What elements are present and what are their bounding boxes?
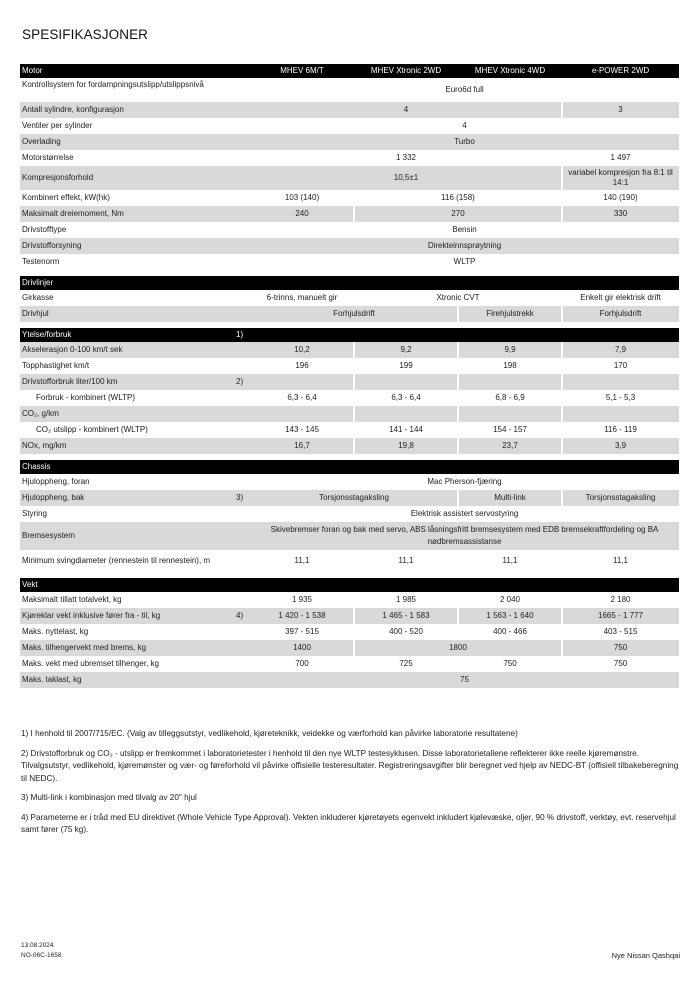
table-row xyxy=(20,102,679,118)
value-cell: variabel kompresjon fra 8:1 til 14:1 xyxy=(568,168,673,187)
value-cell: Multi-link xyxy=(494,493,526,502)
column-separator xyxy=(561,306,563,322)
value-cell: 198 xyxy=(503,361,517,370)
footnote: 1) I henhold til 2007/715/EC. (Valg av tilleggsutstyr, vedlikehold, kjøreteknikk, veidekke og værforhold kan påvirke laboratorie resultatene) xyxy=(21,729,518,738)
value-cell: 170 xyxy=(613,361,628,370)
row-label: Drivhjul xyxy=(22,309,49,318)
value-cell: WLTP xyxy=(453,257,476,266)
column-separator xyxy=(561,406,563,422)
column-separator xyxy=(457,550,459,572)
column-separator xyxy=(353,374,355,390)
value-cell: 3,9 xyxy=(614,441,627,450)
row-label: CO₂, g/km xyxy=(22,409,59,418)
table-row xyxy=(20,640,679,656)
column-separator xyxy=(353,608,355,624)
table-row xyxy=(20,506,679,522)
column-separator xyxy=(353,624,355,640)
row-label: Kjøreklar vekt inklusive fører fra - til, kg xyxy=(22,611,161,620)
table-row xyxy=(20,134,679,150)
row-label: Forbruk - kombinert (WLTP) xyxy=(36,393,135,402)
column-separator xyxy=(561,166,563,190)
value-cell: 3 xyxy=(618,105,623,114)
value-cell: Turbo xyxy=(454,137,475,146)
column-separator xyxy=(353,290,355,306)
table-row xyxy=(20,608,679,624)
value-cell: 2 180 xyxy=(610,595,631,604)
row-label: Overlading xyxy=(22,137,61,146)
section-note: 1) xyxy=(236,330,244,339)
value-cell: 1 465 - 1 583 xyxy=(382,611,430,620)
column-separator xyxy=(561,150,563,166)
row-label: CO₂ utslipp - kombinert (WLTP) xyxy=(36,425,148,434)
row-label: Maks. nyttelast, kg xyxy=(22,627,89,636)
column-separator xyxy=(353,342,355,358)
table-row xyxy=(20,222,679,238)
value-cell: Direkteinnsprøytning xyxy=(427,241,502,250)
value-cell: 10,2 xyxy=(294,345,310,354)
value-cell: 400 - 520 xyxy=(389,627,423,636)
column-separator xyxy=(561,608,563,624)
value-cell: 10,5±1 xyxy=(393,173,419,182)
row-label: Drivstofforbruk liter/100 km xyxy=(22,377,118,386)
column-separator xyxy=(561,624,563,640)
value-cell: 23,7 xyxy=(502,441,518,450)
value-cell: 143 - 145 xyxy=(285,425,319,434)
column-separator xyxy=(353,190,355,206)
section-title: Ytelse/forbruk xyxy=(22,330,72,339)
value-cell: 1400 xyxy=(293,643,311,652)
value-cell: Mac Pherson-fjæring xyxy=(427,477,502,486)
value-cell: Firehjulstrekk xyxy=(486,309,534,318)
value-cell: 103 (140) xyxy=(284,193,320,202)
value-cell: 330 xyxy=(613,209,628,218)
value-cell: Torsjonsstagaksling xyxy=(319,493,389,502)
table-row xyxy=(20,306,679,322)
column-separator xyxy=(353,438,355,454)
row-label: NOx, mg/km xyxy=(22,441,67,450)
value-cell: 116 (158) xyxy=(441,193,475,202)
table-row xyxy=(20,592,679,608)
column-separator xyxy=(353,206,355,222)
column-separator xyxy=(457,656,459,672)
table-row xyxy=(20,656,679,672)
value-cell: 6-trinns, manuelt gir xyxy=(266,293,338,302)
footnote: 3) Multi-link i kombinasjon med tilvalg av 20" hjul xyxy=(21,793,197,802)
value-cell: Xtronic CVT xyxy=(436,293,480,302)
value-cell: 1800 xyxy=(449,643,467,652)
column-separator xyxy=(561,358,563,374)
row-label: Hjuloppheng, bak xyxy=(22,493,85,502)
row-label: Bremsesystem xyxy=(22,531,75,540)
row-label: Kombinert effekt, kW(hk) xyxy=(22,193,110,202)
value-cell: 1 332 xyxy=(395,153,417,162)
value-cell: 11,1 xyxy=(502,556,518,565)
section-header xyxy=(20,64,679,78)
section-title: Vekt xyxy=(22,580,38,589)
footer-date: 13.08.2024 xyxy=(21,942,54,949)
column-separator xyxy=(457,406,459,422)
row-label: Minimum svingdiameter (rennestein til rennestein), m xyxy=(22,556,211,565)
value-cell: 1 935 xyxy=(291,595,313,604)
row-label: Drivstofforsyning xyxy=(22,241,82,250)
column-separator xyxy=(457,624,459,640)
column-separator xyxy=(457,390,459,406)
row-label: Maksimalt tillatt totalvekt, kg xyxy=(22,595,122,604)
row-label: Antall sylindre, konfigurasjon xyxy=(22,105,124,114)
column-separator xyxy=(561,592,563,608)
footnote: 2) Drivstofforbruk og CO₂ - utslipp er fremkommet i laboratorietester i henhold til den nye WLTP testesyklusen. Disse laboratorietallene reflekterer ikke reelle kjøremønstre. Tilvalgsutstyr, vedlikehold, kjøremønster og vær- og føreforhold vil påvirke offisielle testeresultater. Registreringsavgifter blir beregnet ved hjelp av NEDC-BT (offisiell tilbakeberegning til NEDC). xyxy=(21,748,679,783)
value-cell: 700 xyxy=(295,659,309,668)
column-separator xyxy=(353,592,355,608)
section-title: Drivlinjer xyxy=(22,278,54,287)
section-header xyxy=(20,276,679,290)
value-cell: 400 - 466 xyxy=(493,627,527,636)
column-separator xyxy=(561,374,563,390)
table-row xyxy=(20,550,679,572)
value-cell: 1 497 xyxy=(610,153,631,162)
column-separator xyxy=(457,422,459,438)
column-separator xyxy=(457,358,459,374)
value-cell: Skivebremser foran og bak med servo, ABS låsningsfritt bremsesystem med EDB bremsekraftfordeling og BA nødbremsassistanse xyxy=(270,525,659,546)
value-cell: Bensin xyxy=(452,225,477,234)
value-cell: 4 xyxy=(462,121,467,130)
column-separator xyxy=(561,490,563,506)
column-separator xyxy=(561,422,563,438)
page-title: SPESIFIKASJONER xyxy=(22,27,149,42)
value-cell: 140 (190) xyxy=(603,193,638,202)
value-cell: 11,1 xyxy=(398,556,414,565)
value-cell: 6,3 - 6,4 xyxy=(287,393,317,402)
column-separator xyxy=(561,550,563,572)
row-label: Topphastighet km/t xyxy=(22,361,90,370)
value-cell: 1 985 xyxy=(395,595,417,604)
column-separator xyxy=(457,438,459,454)
row-label: Styring xyxy=(22,509,47,518)
value-cell: 1 420 - 1 538 xyxy=(278,611,326,620)
value-cell: 154 - 157 xyxy=(493,425,527,434)
value-cell: 5,1 - 5,3 xyxy=(605,393,636,402)
table-row xyxy=(20,150,679,166)
row-label: Maks. vekt med ubremset tilhenger, kg xyxy=(22,659,159,668)
column-separator xyxy=(353,640,355,656)
row-label: Motorstørrelse xyxy=(22,153,74,162)
value-cell: 403 - 515 xyxy=(603,627,638,636)
value-cell: 6,8 - 6,9 xyxy=(495,393,525,402)
column-separator xyxy=(353,550,355,572)
row-note: 4) xyxy=(236,611,244,620)
column-separator xyxy=(561,290,563,306)
value-cell: 4 xyxy=(403,105,409,114)
column-header: MHEV Xtronic 4WD xyxy=(474,66,546,75)
column-separator xyxy=(561,640,563,656)
section-header xyxy=(20,328,679,342)
column-separator xyxy=(353,656,355,672)
column-separator xyxy=(561,342,563,358)
value-cell: 16,7 xyxy=(294,441,310,450)
table-row xyxy=(20,358,679,374)
value-cell: 240 xyxy=(295,209,309,218)
footnote: 4) Parameterne er i tråd med EU direktivet (Whole Vehicle Type Approval). Vekten inkluderer kjøretøyets egenvekt inkludert kjølevæske, oljer, 90 % drivstoff, verktøy, evt. reservehjul samt fører (75 kg). xyxy=(21,812,676,834)
value-cell: 196 xyxy=(295,361,309,370)
value-cell: 397 - 515 xyxy=(285,627,319,636)
value-cell: 11,1 xyxy=(613,556,628,565)
footnotes xyxy=(21,728,681,844)
table-row xyxy=(20,290,679,306)
value-cell: Forhjulsdrift xyxy=(599,309,642,318)
row-note: 3) xyxy=(236,493,244,502)
value-cell: 1665 - 1 777 xyxy=(598,611,643,620)
row-label: Girkasse xyxy=(22,293,54,302)
row-label: Maks. taklast, kg xyxy=(22,675,82,684)
value-cell: 19,8 xyxy=(398,441,414,450)
table-row xyxy=(20,78,679,102)
value-cell: 9,9 xyxy=(504,345,516,354)
section-header xyxy=(20,460,679,474)
column-separator xyxy=(561,390,563,406)
table-row xyxy=(20,254,679,270)
table-row xyxy=(20,522,679,550)
table-row xyxy=(20,390,679,406)
value-cell: Elektrisk assistert servostyring xyxy=(410,509,519,518)
section-title: Motor xyxy=(22,66,43,75)
row-label: Kontrollsystem for fordampningsutslipp/utslippsnivå xyxy=(22,80,204,89)
footer-code: NO-06C-1658 xyxy=(21,952,62,959)
row-label: Testenorm xyxy=(22,257,60,266)
column-header: MHEV Xtronic 2WD xyxy=(370,66,442,75)
footer-model: Nye Nissan Qashqai xyxy=(611,951,680,960)
value-cell: 199 xyxy=(399,361,413,370)
table-row xyxy=(20,672,679,688)
value-cell: 116 - 119 xyxy=(604,425,637,434)
value-cell: 75 xyxy=(460,675,469,684)
table-row xyxy=(20,422,679,438)
value-cell: 270 xyxy=(451,209,465,218)
table-row xyxy=(20,190,679,206)
column-separator xyxy=(561,656,563,672)
table-row xyxy=(20,342,679,358)
column-separator xyxy=(457,608,459,624)
value-cell: 9,2 xyxy=(400,345,412,354)
footer-left xyxy=(21,941,61,961)
section-title: Chassis xyxy=(22,462,51,471)
value-cell: 141 - 144 xyxy=(389,425,423,434)
value-cell: 750 xyxy=(613,643,628,652)
value-cell: Forhjulsdrift xyxy=(333,309,375,318)
table-row xyxy=(20,474,679,490)
column-separator xyxy=(353,358,355,374)
value-cell: Torsjonsstagaksling xyxy=(585,493,656,502)
column-separator xyxy=(457,342,459,358)
row-label: Hjuloppheng, foran xyxy=(22,477,90,486)
value-cell: 2 040 xyxy=(499,595,521,604)
row-label: Kompresjonsforhold xyxy=(22,173,94,182)
row-note: 2) xyxy=(236,377,244,386)
row-label: Maksimalt dreiemoment, Nm xyxy=(22,209,124,218)
column-separator xyxy=(457,592,459,608)
row-label: Akselerasjon 0-100 km/t sek xyxy=(22,345,123,354)
value-cell: 11,1 xyxy=(294,556,310,565)
column-separator xyxy=(561,102,563,118)
column-separator xyxy=(353,406,355,422)
value-cell: 7,9 xyxy=(614,345,627,354)
column-separator xyxy=(457,490,459,506)
table-row xyxy=(20,206,679,222)
table-row xyxy=(20,166,679,190)
column-header: MHEV 6M/T xyxy=(280,66,324,75)
table-row xyxy=(20,406,679,422)
specifications-table xyxy=(20,64,679,688)
column-separator xyxy=(457,374,459,390)
value-cell: 1 563 - 1 640 xyxy=(486,611,534,620)
row-label: Drivstofftype xyxy=(22,225,67,234)
column-separator xyxy=(561,190,563,206)
row-label: Maks. tilhengervekt med brems, kg xyxy=(22,643,147,652)
table-row xyxy=(20,238,679,254)
column-separator xyxy=(457,306,459,322)
section-header xyxy=(20,578,679,592)
table-row xyxy=(20,374,679,390)
column-separator xyxy=(561,438,563,454)
table-row xyxy=(20,624,679,640)
table-row xyxy=(20,490,679,506)
value-cell: 6,3 - 6,4 xyxy=(391,393,421,402)
value-cell: 725 xyxy=(399,659,413,668)
row-label: Ventiler per sylinder xyxy=(22,121,93,130)
column-separator xyxy=(353,390,355,406)
value-cell: 750 xyxy=(613,659,628,668)
value-cell: 750 xyxy=(503,659,517,668)
value-cell: Enkelt gir elektrisk drift xyxy=(580,293,661,302)
table-row xyxy=(20,438,679,454)
value-cell: Euro6d full xyxy=(445,85,484,94)
table-row xyxy=(20,118,679,134)
column-header: e-POWER 2WD xyxy=(591,66,650,75)
column-separator xyxy=(561,206,563,222)
column-separator xyxy=(353,422,355,438)
